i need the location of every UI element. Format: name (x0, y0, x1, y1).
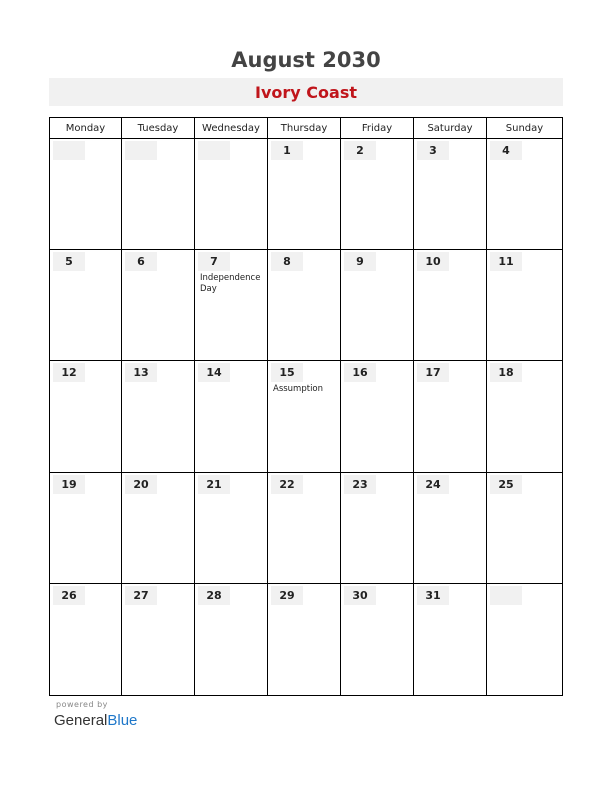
day-cell (50, 361, 122, 472)
day-cell (50, 473, 122, 584)
day-number: 29 (271, 586, 303, 605)
day-cell (487, 250, 562, 361)
brand-name-part2: Blue (107, 712, 138, 729)
day-number: 14 (198, 363, 230, 382)
day-number: 25 (490, 475, 522, 494)
day-number: 7 (198, 252, 230, 271)
weekday-header: Monday (50, 118, 122, 139)
calendar-grid (49, 117, 563, 696)
day-number: 13 (125, 363, 157, 382)
day-number: 24 (417, 475, 449, 494)
day-cell (195, 361, 268, 472)
day-cell (414, 361, 487, 472)
country-name: Ivory Coast (255, 82, 357, 102)
day-number: 21 (198, 475, 230, 494)
day-number: 5 (53, 252, 85, 271)
brand-logo[interactable] (54, 712, 137, 729)
day-cell (195, 250, 268, 361)
day-cell (268, 473, 341, 584)
day-number: 8 (271, 252, 303, 271)
weekday-header: Saturday (414, 118, 487, 139)
day-cell (268, 361, 341, 472)
day-cell (195, 584, 268, 695)
holiday-label: Assumption (273, 384, 324, 395)
country-banner (49, 78, 563, 106)
day-number: 3 (417, 141, 449, 160)
weekday-header: Thursday (268, 118, 341, 139)
day-cell (487, 584, 562, 695)
day-number: 4 (490, 141, 522, 160)
weekday-header: Sunday (487, 118, 562, 139)
weekday-header: Tuesday (122, 118, 195, 139)
day-cell (487, 139, 562, 250)
day-cell (341, 584, 414, 695)
weekday-header: Wednesday (195, 118, 268, 139)
day-cell (195, 139, 268, 250)
day-cell (341, 361, 414, 472)
day-number: 26 (53, 586, 85, 605)
day-number: 19 (53, 475, 85, 494)
powered-by-label: powered by (56, 700, 108, 709)
day-number: 17 (417, 363, 449, 382)
holiday-label: Independence Day (200, 273, 261, 295)
day-number (53, 141, 85, 160)
day-cell (50, 584, 122, 695)
day-cell (122, 584, 195, 695)
day-cell (122, 361, 195, 472)
day-number: 16 (344, 363, 376, 382)
brand-name-part1: General (54, 712, 108, 729)
day-cell (341, 473, 414, 584)
day-cell (122, 139, 195, 250)
day-cell (122, 473, 195, 584)
day-number: 12 (53, 363, 85, 382)
weekday-header: Friday (341, 118, 414, 139)
day-cell (195, 473, 268, 584)
day-number: 27 (125, 586, 157, 605)
day-number: 1 (271, 141, 303, 160)
day-number (198, 141, 230, 160)
day-number: 30 (344, 586, 376, 605)
day-cell (487, 473, 562, 584)
day-number: 31 (417, 586, 449, 605)
day-number: 9 (344, 252, 376, 271)
day-cell (50, 139, 122, 250)
page-title: August 2030 (231, 48, 381, 72)
day-number: 28 (198, 586, 230, 605)
day-number: 22 (271, 475, 303, 494)
day-cell (268, 250, 341, 361)
day-number: 23 (344, 475, 376, 494)
day-number: 20 (125, 475, 157, 494)
day-cell (414, 473, 487, 584)
day-number: 11 (490, 252, 522, 271)
day-number: 6 (125, 252, 157, 271)
day-number: 18 (490, 363, 522, 382)
day-number (490, 586, 522, 605)
day-number: 15 (271, 363, 303, 382)
day-cell (268, 584, 341, 695)
day-cell (50, 250, 122, 361)
day-cell (341, 139, 414, 250)
day-cell (414, 139, 487, 250)
day-number: 2 (344, 141, 376, 160)
day-number (125, 141, 157, 160)
day-cell (341, 250, 414, 361)
day-cell (122, 250, 195, 361)
day-cell (487, 361, 562, 472)
day-cell (414, 584, 487, 695)
day-number: 10 (417, 252, 449, 271)
day-cell (414, 250, 487, 361)
day-cell (268, 139, 341, 250)
